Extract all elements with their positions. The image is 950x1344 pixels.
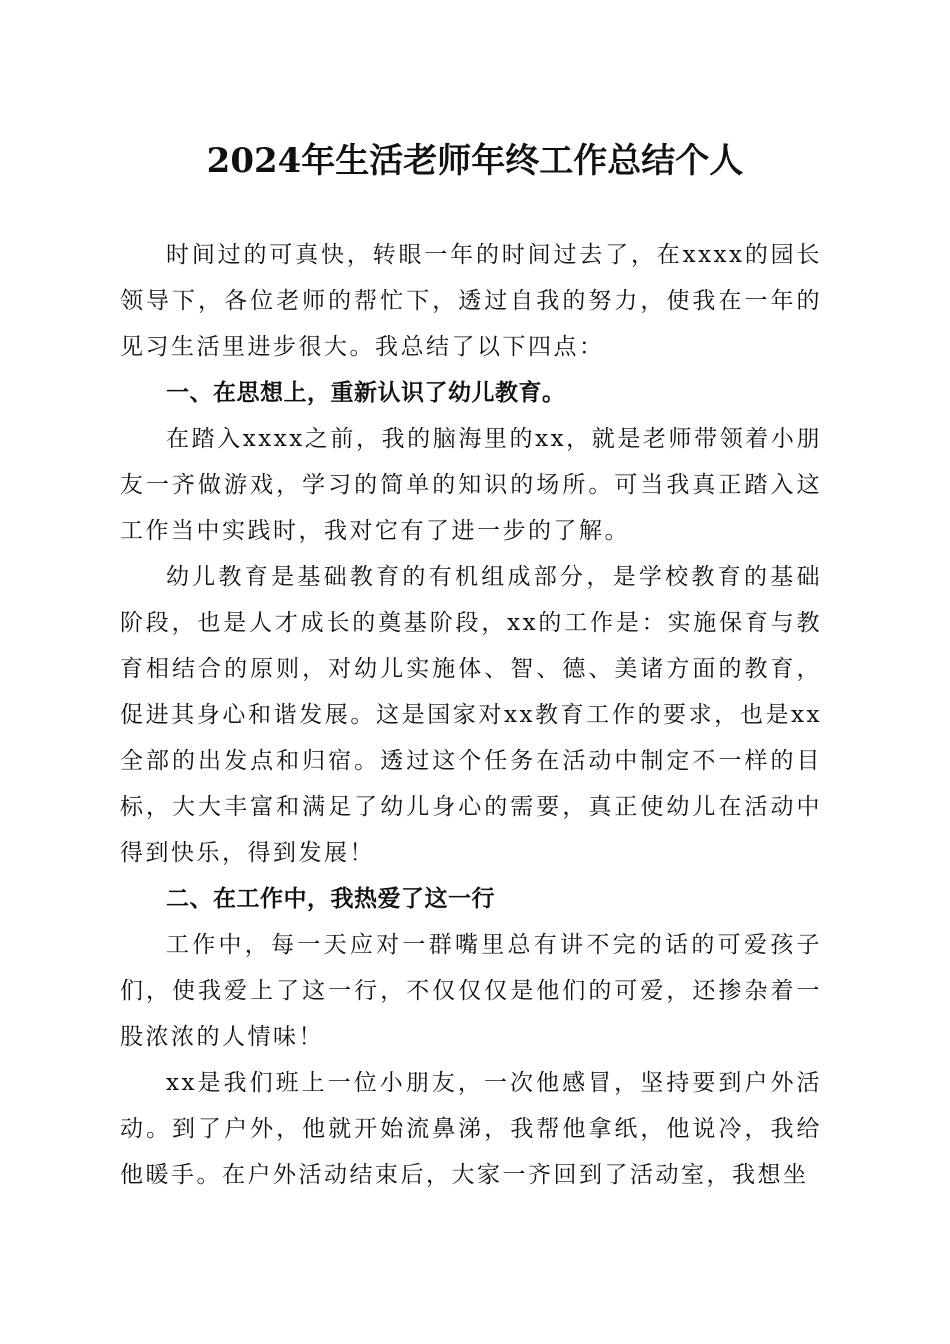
document-title: 2024年生活老师年终工作总结个人 <box>206 141 744 181</box>
paragraph: 幼儿教育是基础教育的有机组成部分，是学校教育的基础阶段，也是人才成长的奠基阶段，xx的工作是：实施保育与教育相结合的原则，对幼儿实施体、智、德、美诸方面的教育，促进其身心和谐发展。这是国家对xx教育工作的要求，也是xx全部的出发点和归宿。透过这个任务在活动中制定不一样的目标，大大丰富和满足了幼儿身心的需要，真正使幼儿在活动中得到快乐，得到发展！ <box>120 564 822 866</box>
document-body <box>120 232 822 1198</box>
section-heading-2: 二、在工作中，我热爱了这一行 <box>166 886 495 912</box>
paragraph: xx是我们班上一位小朋友，一次他感冒，坚持要到户外活动。到了户外，他就开始流鼻涕，我帮他拿纸，他说冷，我给他暖手。在户外活动结束后，大家一齐回到了活动室，我想坐 <box>120 1070 822 1188</box>
paragraph-intro: 时间过的可真快，转眼一年的时间过去了，在xxxx的园长领导下，各位老师的帮忙下，透过自我的努力，使我在一年的见习生活里进步很大。我总结了以下四点： <box>120 242 822 360</box>
paragraph: 工作中，每一天应对一群嘴里总有讲不完的话的可爱孩子们，使我爱上了这一行，不仅仅仅是他们的可爱，还掺杂着一股浓浓的人情味！ <box>120 932 822 1050</box>
section-heading-1: 一、在思想上，重新认识了幼儿教育。 <box>166 380 566 406</box>
paragraph: 在踏入xxxx之前，我的脑海里的xx，就是老师带领着小朋友一齐做游戏，学习的简单的知识的场所。可当我真正踏入这工作当中实践时，我对它有了进一步的了解。 <box>120 426 822 544</box>
